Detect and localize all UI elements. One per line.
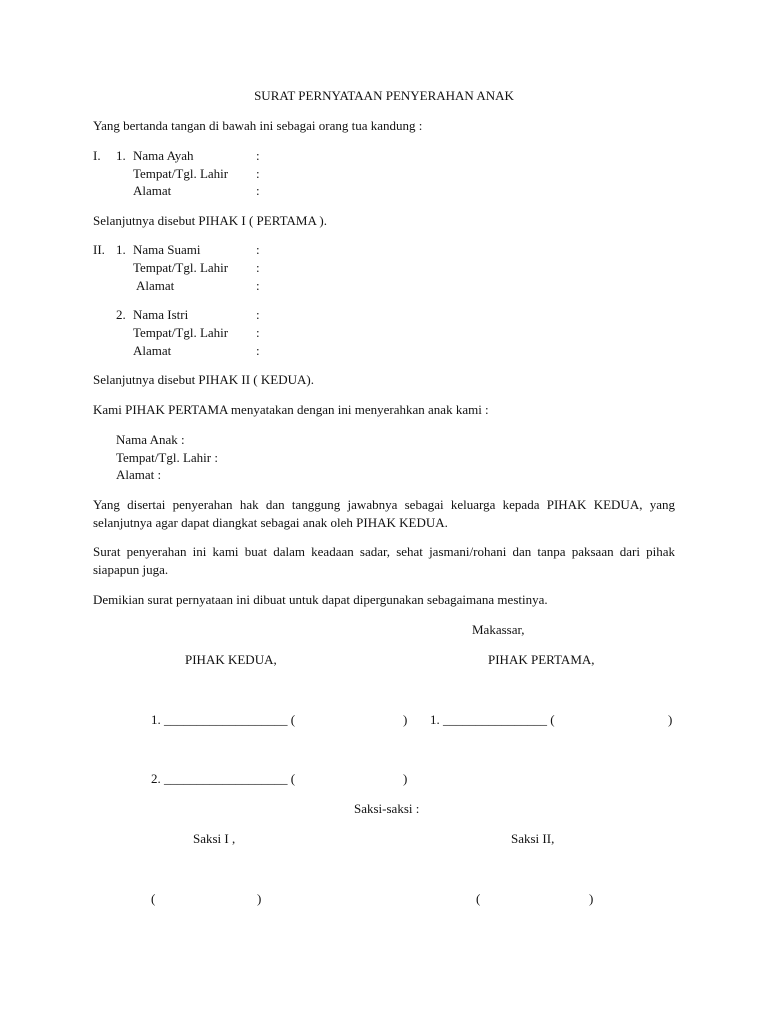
witness-two-open: ( bbox=[476, 891, 481, 906]
party-one-signature-1-close: ) bbox=[668, 712, 673, 727]
husband-name-label: Nama Suami bbox=[133, 242, 201, 257]
child-name-label: Nama Anak : bbox=[116, 432, 185, 447]
place-date: Makassar, bbox=[472, 622, 525, 637]
witness-one-label: Saksi I , bbox=[193, 831, 236, 846]
father-name-label: Nama Ayah bbox=[133, 148, 194, 163]
section1-after: Selanjutnya disebut PIHAK I ( PERTAMA ). bbox=[93, 213, 327, 228]
intro-text: Yang bertanda tangan di bawah ini sebagai orang tua kandung : bbox=[93, 118, 423, 133]
child-birth-label: Tempat/Tgl. Lahir : bbox=[116, 450, 218, 465]
section1-number: 1. bbox=[116, 148, 126, 163]
wife-address-label: Alamat bbox=[133, 343, 172, 358]
father-address-label: Alamat bbox=[133, 183, 172, 198]
husband-name-colon: : bbox=[256, 242, 260, 257]
father-name-colon: : bbox=[256, 148, 260, 163]
witness-one-close: ) bbox=[257, 891, 262, 906]
section2-after: Selanjutnya disebut PIHAK II ( KEDUA). bbox=[93, 372, 314, 387]
document-title: SURAT PERNYATAAN PENYERAHAN ANAK bbox=[254, 88, 514, 103]
section2-number2: 2. bbox=[116, 307, 126, 322]
father-birth-label: Tempat/Tgl. Lahir bbox=[133, 166, 229, 181]
section1-roman: I. bbox=[93, 148, 101, 163]
child-address-label: Alamat : bbox=[116, 467, 162, 482]
wife-birth-label: Tempat/Tgl. Lahir bbox=[133, 325, 229, 340]
party-two-signature-2: 2. ___________________ ( bbox=[151, 771, 296, 786]
wife-birth-colon: : bbox=[256, 325, 260, 340]
husband-address-colon: : bbox=[256, 278, 260, 293]
section2-roman: II. bbox=[93, 242, 105, 257]
party-two-signature-1-close: ) bbox=[403, 712, 408, 727]
father-birth-colon: : bbox=[256, 166, 260, 181]
witness-one-open: ( bbox=[151, 891, 156, 906]
wife-name-colon: : bbox=[256, 307, 260, 322]
paragraph-closing: Demikian surat pernyataan ini dibuat untuk dapat dipergunakan sebagaimana mestinya. bbox=[93, 592, 548, 607]
witness-two-label: Saksi II, bbox=[511, 831, 555, 846]
party-one-signature-1: 1. ________________ ( bbox=[430, 712, 555, 727]
witnesses-heading: Saksi-saksi : bbox=[354, 801, 420, 816]
party-two-signature-1: 1. ___________________ ( bbox=[151, 712, 296, 727]
party-two-signature-2-close: ) bbox=[403, 771, 408, 786]
wife-name-label: Nama Istri bbox=[133, 307, 189, 322]
father-address-colon: : bbox=[256, 183, 260, 198]
husband-address-label: Alamat bbox=[136, 278, 175, 293]
witness-two-close: ) bbox=[589, 891, 594, 906]
paragraph-consent: Surat penyerahan ini kami buat dalam keadaan sadar, sehat jasmani/rohani dan tanpa paksaan dari pihak siapapun juga. bbox=[93, 544, 675, 577]
husband-birth-colon: : bbox=[256, 260, 260, 275]
wife-address-colon: : bbox=[256, 343, 260, 358]
husband-birth-label: Tempat/Tgl. Lahir bbox=[133, 260, 229, 275]
party-two-label: PIHAK KEDUA, bbox=[185, 652, 277, 667]
section2-number1: 1. bbox=[116, 242, 126, 257]
paragraph-rights: Yang disertai penyerahan hak dan tanggung jawabnya sebagai keluarga kepada PIHAK KEDUA, yang selanjutnya agar dapat diangkat sebagai anak oleh PIHAK KEDUA. bbox=[93, 497, 675, 530]
party-one-label: PIHAK PERTAMA, bbox=[488, 652, 595, 667]
statement-text: Kami PIHAK PERTAMA menyatakan dengan ini menyerahkan anak kami : bbox=[93, 402, 489, 417]
